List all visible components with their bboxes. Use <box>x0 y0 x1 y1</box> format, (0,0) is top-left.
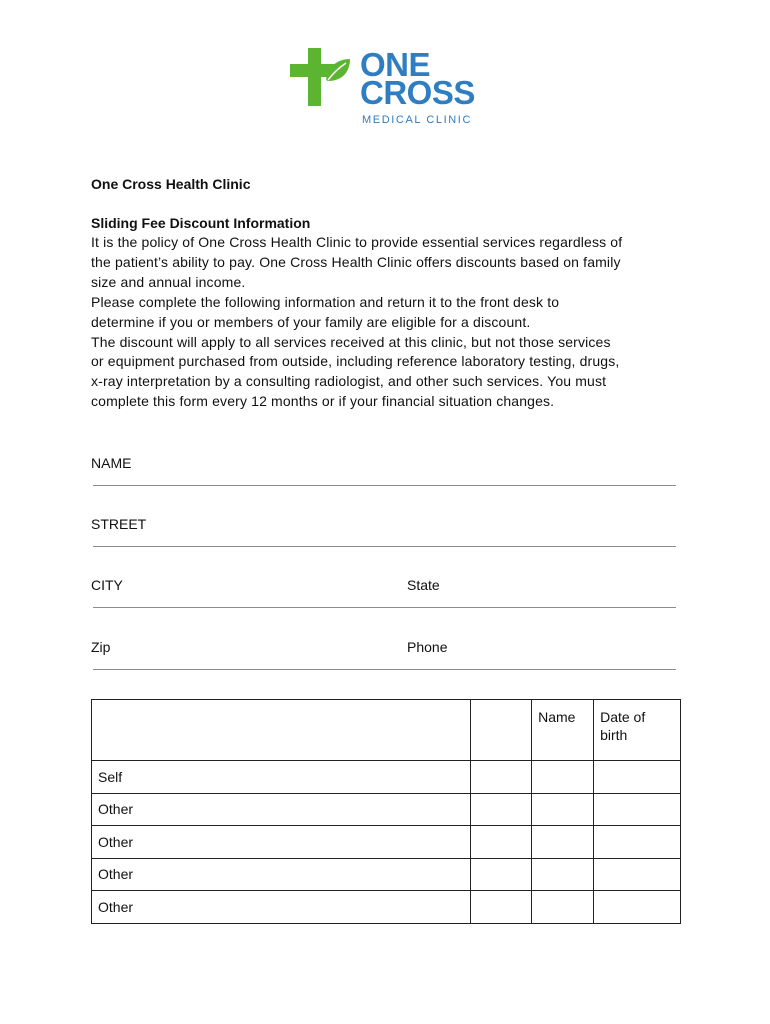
logo-text-cross: CROSS <box>360 74 475 111</box>
relation-cell: Other <box>92 891 471 924</box>
dob-cell[interactable] <box>594 793 681 826</box>
city-state-field-line[interactable] <box>93 607 676 608</box>
header-dob-cell <box>594 700 681 761</box>
table-row <box>92 858 681 891</box>
header-name-cell: Name <box>532 700 594 761</box>
name-cell[interactable] <box>532 761 594 794</box>
table-row <box>92 793 681 826</box>
paragraph-line: or equipment purchased from outside, including reference laboratory testing, drugs, <box>91 353 620 370</box>
relation-cell: Other <box>92 793 471 826</box>
paragraph-line: Please complete the following information and return it to the front desk to <box>91 293 560 310</box>
street-field-line[interactable] <box>93 546 676 547</box>
paragraph-line: The discount will apply to all services received at this clinic, but not those services <box>91 333 611 350</box>
header-cell <box>471 700 532 761</box>
table-row <box>92 826 681 859</box>
logo-text-one: ONE <box>360 46 431 83</box>
table-cell[interactable] <box>471 793 532 826</box>
name-cell[interactable] <box>532 891 594 924</box>
paragraph-line: It is the policy of One Cross Health Clinic to provide essential services regardless of <box>91 234 623 250</box>
city-label: CITY <box>91 577 123 593</box>
paragraph-line: determine if you or members of your family are eligible for a discount. <box>91 313 531 330</box>
table-row <box>92 891 681 924</box>
relation-cell: Other <box>92 858 471 891</box>
phone-label: Phone <box>407 639 448 655</box>
name-cell[interactable] <box>532 858 594 891</box>
paragraph-line: size and annual income. <box>91 273 246 290</box>
header-dob-line1: Date of <box>600 709 646 725</box>
table-row <box>92 761 681 794</box>
zip-phone-field-line[interactable] <box>93 669 676 670</box>
clinic-name-heading: One Cross Health Clinic <box>91 176 251 192</box>
table-cell[interactable] <box>471 891 532 924</box>
header-cell <box>92 700 471 761</box>
dob-cell[interactable] <box>594 761 681 794</box>
name-cell[interactable] <box>532 826 594 859</box>
dob-cell[interactable] <box>594 858 681 891</box>
relation-cell: Other <box>92 826 471 859</box>
state-label: State <box>407 577 440 593</box>
dob-cell[interactable] <box>594 891 681 924</box>
name-cell[interactable] <box>532 793 594 826</box>
medical-cross-leaf-icon <box>288 46 354 108</box>
name-field-line[interactable] <box>93 485 676 486</box>
dob-cell[interactable] <box>594 826 681 859</box>
section-title: Sliding Fee Discount Information <box>91 215 311 231</box>
paragraph-line: the patient’s ability to pay. One Cross Health Clinic offers discounts based on family <box>91 253 621 270</box>
table-cell[interactable] <box>471 761 532 794</box>
paragraph-line: x-ray interpretation by a consulting radiologist, and other such services. You must <box>91 373 607 390</box>
paragraph-line: complete this form every 12 months or if your financial situation changes. <box>91 393 555 410</box>
logo-subtitle: MEDICAL CLINIC <box>362 114 473 126</box>
street-label: STREET <box>91 516 147 532</box>
zip-label: Zip <box>91 639 111 655</box>
relation-cell: Self <box>92 761 471 794</box>
table-cell[interactable] <box>471 826 532 859</box>
clinic-logo <box>288 46 488 130</box>
policy-paragraph <box>91 233 691 412</box>
name-label: NAME <box>91 455 132 471</box>
table-header-row <box>92 700 681 761</box>
header-dob-line2: birth <box>600 727 628 743</box>
table-cell[interactable] <box>471 858 532 891</box>
family-members-table <box>91 699 681 924</box>
